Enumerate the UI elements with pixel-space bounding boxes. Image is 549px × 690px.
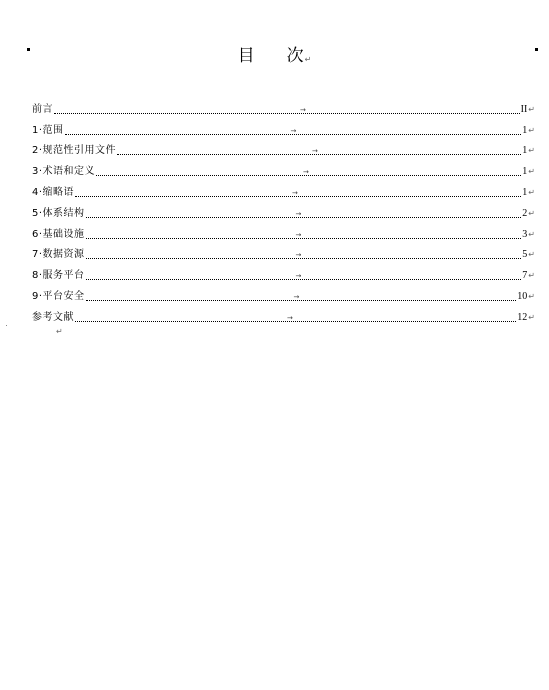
toc-entry[interactable] xyxy=(32,95,535,116)
tab-arrow-icon: → xyxy=(295,272,302,281)
toc-entry[interactable] xyxy=(32,261,535,282)
page-title xyxy=(0,41,549,66)
toc-entry[interactable] xyxy=(32,178,535,199)
toc-dot-leader xyxy=(86,230,522,239)
paragraph-mark-icon: ↵ xyxy=(528,250,535,260)
toc-entry-label: 4·缩略语 xyxy=(32,186,75,198)
tab-arrow-icon: → xyxy=(295,209,302,218)
title-char-2: 次 xyxy=(286,46,304,66)
paragraph-mark-icon: ↵ xyxy=(56,327,63,336)
toc-entry-label: 前言 xyxy=(32,103,53,115)
table-of-contents xyxy=(32,95,535,324)
toc-entry-label: 参考文献 xyxy=(32,311,74,323)
toc-entry-label: 7·数据资源 xyxy=(32,249,85,261)
tab-arrow-icon: → xyxy=(295,251,302,260)
paragraph-mark-icon: ↵ xyxy=(528,125,535,135)
toc-dot-leader xyxy=(96,168,521,177)
tab-arrow-icon: → xyxy=(293,292,300,301)
toc-entry-label: 9·平台安全 xyxy=(32,290,85,302)
toc-entry-page: 7 xyxy=(522,270,528,282)
paragraph-mark-icon: ↵ xyxy=(528,146,535,156)
paragraph-mark-icon: ↵ xyxy=(528,104,535,114)
toc-dot-leader xyxy=(86,251,522,260)
paragraph-mark-icon: ↵ xyxy=(304,55,312,64)
tab-arrow-icon: → xyxy=(303,168,309,177)
paragraph-mark-icon: ↵ xyxy=(528,312,535,322)
toc-entry-page: 10 xyxy=(517,290,528,302)
toc-entry-label: 1·范围 xyxy=(32,124,64,136)
toc-entry-page: 1 xyxy=(522,145,528,157)
toc-entry-page: II xyxy=(520,103,528,115)
toc-entry[interactable] xyxy=(32,241,535,262)
tab-arrow-icon: → xyxy=(292,188,298,197)
toc-entry-page: 3 xyxy=(522,228,528,240)
toc-entry[interactable] xyxy=(32,220,535,241)
toc-entry-page: 12 xyxy=(517,311,528,323)
paragraph-mark-icon: ↵ xyxy=(528,208,535,218)
toc-entry-label: 6·基础设施 xyxy=(32,228,85,240)
paragraph-mark-icon: ↵ xyxy=(528,291,535,301)
tab-arrow-icon: → xyxy=(312,147,318,156)
toc-entry-label: 2·规范性引用文件 xyxy=(32,145,117,157)
paragraph-mark-icon: ↵ xyxy=(528,271,535,281)
toc-entry-page: 1 xyxy=(522,124,528,136)
toc-entry-page: 2 xyxy=(522,207,528,219)
toc-entry-label: 8·服务平台 xyxy=(32,270,85,282)
toc-dot-leader xyxy=(65,126,522,135)
margin-mark xyxy=(6,325,7,326)
toc-dot-leader xyxy=(86,209,522,218)
toc-entry-page: 1 xyxy=(522,186,528,198)
toc-entry[interactable] xyxy=(32,137,535,158)
toc-dot-leader xyxy=(86,272,522,281)
toc-entry[interactable] xyxy=(32,199,535,220)
toc-entry-page: 5 xyxy=(522,249,528,261)
paragraph-mark-icon: ↵ xyxy=(528,167,535,177)
toc-dot-leader xyxy=(75,188,521,197)
tab-arrow-icon: → xyxy=(295,230,302,239)
toc-entry[interactable] xyxy=(32,116,535,137)
toc-entry-page: 1 xyxy=(522,166,528,178)
toc-entry-label: 5·体系结构 xyxy=(32,207,85,219)
tab-arrow-icon: → xyxy=(287,313,293,322)
tab-arrow-icon: → xyxy=(300,105,306,114)
paragraph-mark-icon: ↵ xyxy=(528,229,535,239)
toc-dot-leader xyxy=(86,292,517,301)
toc-entry[interactable] xyxy=(32,157,535,178)
title-char-1: 目 xyxy=(237,46,255,66)
toc-dot-leader xyxy=(117,147,521,156)
paragraph-mark-icon: ↵ xyxy=(528,187,535,197)
toc-dot-leader xyxy=(75,313,516,322)
toc-entry[interactable] xyxy=(32,303,535,324)
toc-dot-leader xyxy=(54,105,520,114)
tab-arrow-icon: → xyxy=(290,126,297,135)
toc-entry[interactable] xyxy=(32,282,535,303)
toc-entry-label: 3·术语和定义 xyxy=(32,166,96,178)
